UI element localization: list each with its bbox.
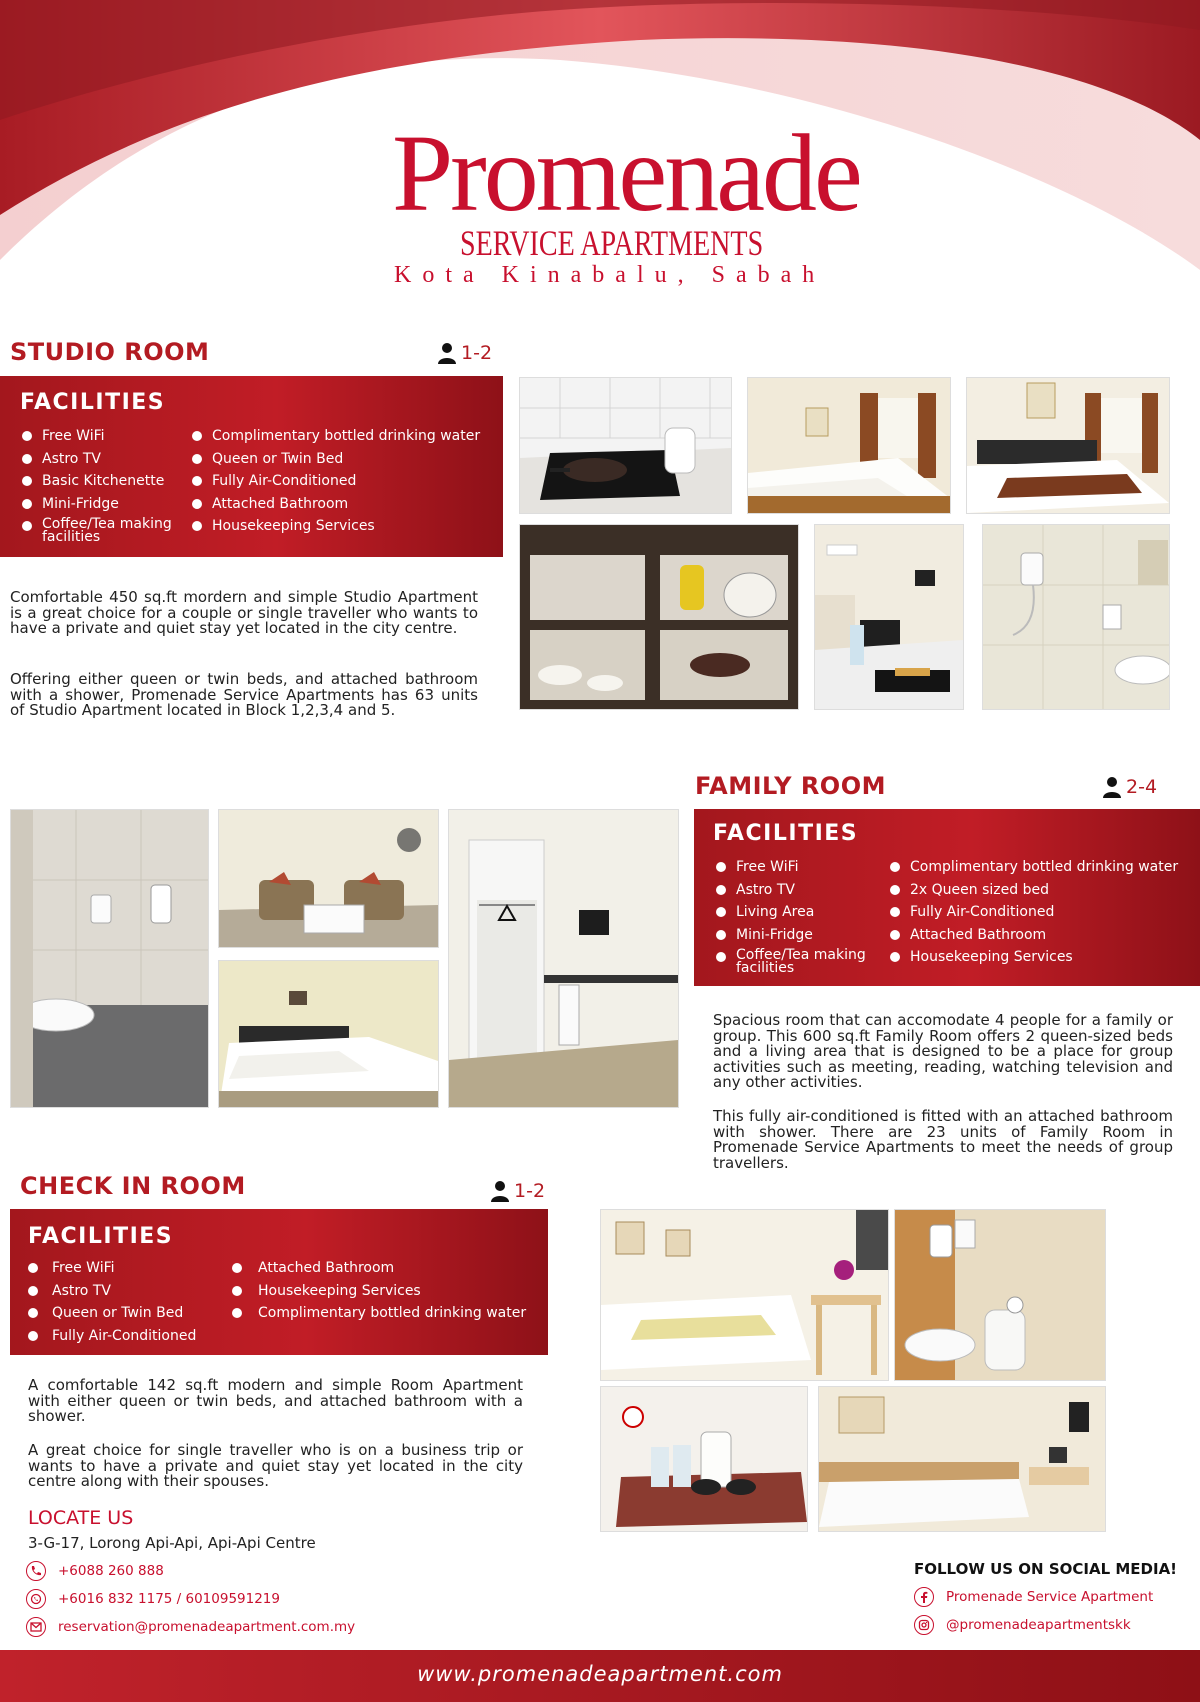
list-item: 2x Queen sized bed [888,882,1198,905]
studio-facilities-list-1 [20,428,190,545]
checkin-description-1: A comfortable 142 sq.ft modern and simple Room Apartment with either queen or twin beds, and attached bathroom with a shower. [28,1376,523,1425]
checkin-kettle-tray-photo [600,1386,808,1532]
email-row[interactable] [26,1617,355,1637]
instagram-link[interactable]: @promenadeapartmentskk [946,1617,1131,1633]
family-description-1: Spacious room that can accomodate 4 people for a family or group. This 600 sq.ft Family Room offers 2 queen-sized beds and a living area that is designed to be a place for group activities such as meeting, reading, watching television and any other activities. [713,1011,1173,1091]
list-item: Coffee/Tea making facilities [20,518,180,541]
phone-number[interactable]: +6088 260 888 [58,1563,164,1579]
list-item: Queen or Twin Bed [26,1305,226,1328]
checkin-occupancy-value: 1-2 [514,1180,546,1202]
website-link[interactable]: www.promenadeapartment.com [417,1662,783,1686]
list-item: Complimentary bottled drinking water [230,1305,546,1328]
studio-bathroom-photo [982,524,1170,710]
logo-wordmark: Promenade [392,112,860,234]
studio-occupancy-value: 1-2 [461,342,493,364]
list-item: Complimentary bottled drinking water [190,428,500,451]
list-item: Complimentary bottled drinking water [888,859,1198,882]
phone-row[interactable] [26,1561,164,1581]
studio-description-2: Offering either queen or twin beds, and attached bathroom with a shower, Promenade Service Apartments has 63 units of Studio Apartment located in Block 1,2,3,4 and 5. [10,670,478,719]
checkin-facilities-title: FACILITIES [28,1224,174,1249]
family-occupancy-value: 2-4 [1126,776,1158,798]
list-item: Astro TV [714,882,884,905]
studio-facilities-box [0,376,503,557]
studio-facilities-title: FACILITIES [20,390,166,415]
family-facilities-list-1 [714,859,884,976]
list-item: Housekeeping Services [190,518,500,541]
list-item: Mini-Fridge [714,927,884,950]
list-item: Astro TV [20,451,190,474]
whatsapp-number[interactable]: +6016 832 1175 / 60109591219 [58,1591,280,1607]
list-item: Fully Air-Conditioned [190,473,500,496]
studio-cabinet-photo [519,524,799,710]
studio-room-title: STUDIO ROOM [10,338,210,366]
checkin-room-title: CHECK IN ROOM [20,1172,246,1200]
list-item: Living Area [714,904,884,927]
instagram-row[interactable] [914,1615,1131,1635]
address-text: 3-G-17, Lorong Api-Api, Api-Api Centre [28,1534,316,1552]
checkin-facilities-list-1 [26,1260,226,1350]
person-icon [437,342,457,364]
list-item: Fully Air-Conditioned [26,1328,226,1351]
checkin-facilities-box [10,1209,548,1355]
family-twin-bed-photo [218,960,439,1108]
email-address[interactable]: reservation@promenadeapartment.com.my [58,1619,356,1635]
footer-bar [0,1650,1200,1702]
whatsapp-icon [26,1589,46,1609]
list-item: Attached Bathroom [190,496,500,519]
facebook-icon [914,1587,934,1607]
studio-dining-photo [814,524,964,710]
facebook-link[interactable]: Promenade Service Apartment [946,1589,1154,1605]
logo-location: Kota Kinabalu, Sabah [394,262,826,288]
checkin-bathroom-photo [894,1209,1106,1381]
studio-queen-bed-photo [966,377,1170,514]
family-wardrobe-photo [448,809,679,1108]
checkin-single-bed-photo [818,1386,1106,1532]
list-item: Queen or Twin Bed [190,451,500,474]
list-item: Attached Bathroom [230,1260,546,1283]
whatsapp-row[interactable] [26,1589,280,1609]
logo-subtitle: SERVICE APARTMENTS [460,223,764,263]
family-bathroom-photo [10,809,209,1108]
studio-kitchenette-photo [519,377,732,514]
checkin-occupancy [490,1180,545,1202]
studio-twin-bed-photo [747,377,951,514]
list-item: Housekeeping Services [888,949,1198,972]
facebook-row[interactable] [914,1587,1153,1607]
list-item: Free WiFi [26,1260,226,1283]
list-item: Free WiFi [714,859,884,882]
social-title: FOLLOW US ON SOCIAL MEDIA! [914,1560,1178,1578]
checkin-facilities-list-2 [230,1260,546,1328]
studio-description-1: Comfortable 450 sq.ft mordern and simple Studio Apartment is a great choice for a couple or single traveller who wants to have a private and quiet stay yet located in the city centre. [10,588,478,637]
family-occupancy [1102,776,1157,798]
list-item: Fully Air-Conditioned [888,904,1198,927]
family-description-2: This fully air-conditioned is fitted with an attached bathroom with shower. There are 23 units of Family Room in Promenade Service Apartments to meet the needs of group travellers. [713,1107,1173,1172]
person-icon [490,1180,510,1202]
family-facilities-title: FACILITIES [713,821,859,846]
checkin-description-2: A great choice for single traveller who is on a business trip or wants to have a private and quiet stay yet located in the city centre along with their spouses. [28,1441,523,1490]
studio-occupancy [437,342,492,364]
checkin-bedroom-photo [600,1209,889,1381]
family-room-title: FAMILY ROOM [695,772,886,800]
header-banner [0,0,1200,300]
instagram-icon [914,1615,934,1635]
list-item: Attached Bathroom [888,927,1198,950]
list-item: Coffee/Tea making facilities [714,949,876,972]
list-item: Mini-Fridge [20,496,190,519]
person-icon [1102,776,1122,798]
phone-icon [26,1561,46,1581]
list-item: Housekeeping Services [230,1283,546,1306]
list-item: Astro TV [26,1283,226,1306]
email-icon [26,1617,46,1637]
list-item: Basic Kitchenette [20,473,190,496]
family-facilities-list-2 [888,859,1198,972]
locate-us-title: LOCATE US [28,1507,134,1529]
studio-facilities-list-2 [190,428,500,541]
family-living-area-photo [218,809,439,948]
family-facilities-box [694,809,1200,986]
list-item: Free WiFi [20,428,190,451]
